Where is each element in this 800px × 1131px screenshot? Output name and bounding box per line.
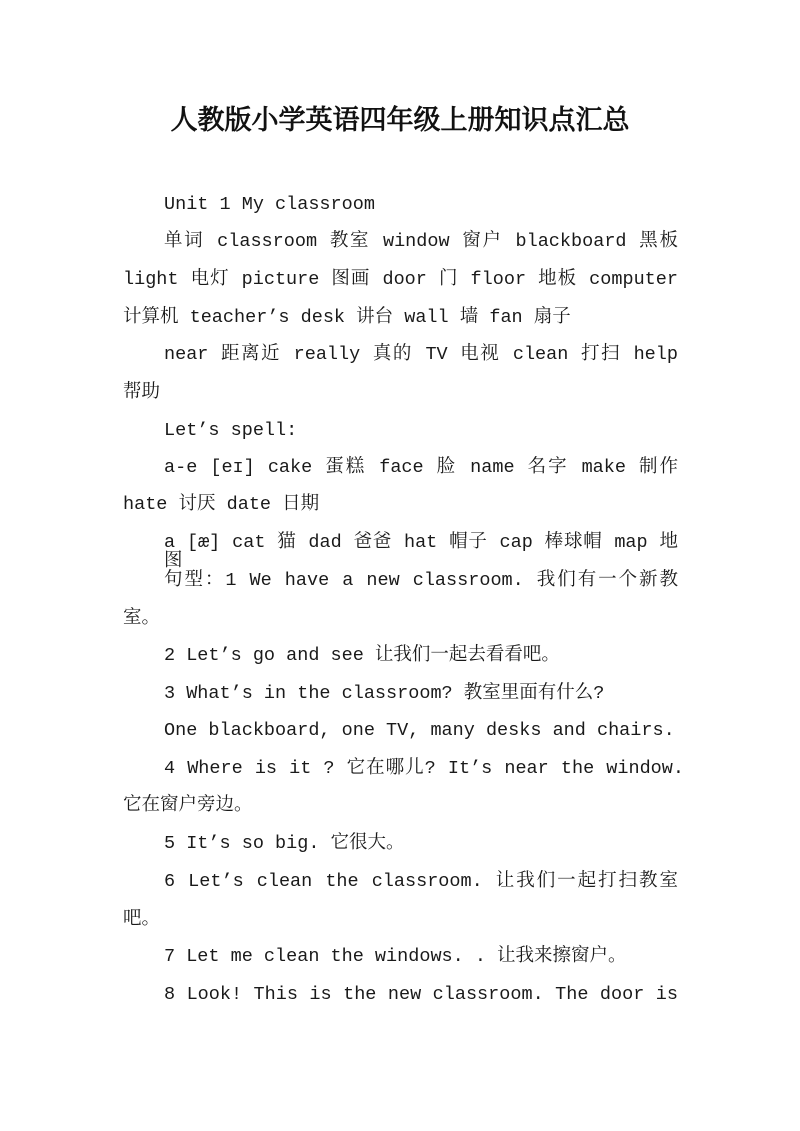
sentence-line: One blackboard, one TV, many desks and chairs. (164, 720, 675, 741)
sentence-line: 5 It’s so big. 它很大。 (164, 833, 405, 854)
vocab-line: light 电灯 picture 图画 door 门 floor 地板 computer (123, 269, 678, 290)
sentence-line: 2 Let’s go and see 让我们一起去看看吧。 (164, 645, 560, 666)
sentence-line: 7 Let me clean the windows. . 让我来擦窗户。 (164, 946, 627, 967)
vocab-line: near 距离近 really 真的 TV 电视 clean 打扫 help (164, 344, 678, 365)
sentence-line: 8 Look! This is the new classroom. The door is (164, 984, 678, 1005)
sentence-line: 室。 (123, 608, 161, 629)
unit-heading: Unit 1 My classroom (164, 194, 375, 215)
spell-line: a [æ] cat 猫 dad 爸爸 hat 帽子 cap 棒球帽 map 地图 (164, 532, 678, 572)
vocab-line: 单词 classroom 教室 window 窗户 blackboard 黑板 (164, 231, 678, 252)
spell-line: hate 讨厌 date 日期 (123, 494, 320, 515)
spell-line: a-e [eɪ] cake 蛋糕 face 脸 name 名字 make 制作 (164, 457, 678, 478)
section-heading: Let’s spell: (164, 420, 298, 441)
vocab-line: 计算机 teacher’s desk 讲台 wall 墙 fan 扇子 (123, 307, 571, 328)
sentence-line: 它在窗户旁边。 (123, 795, 253, 816)
document-title: 人教版小学英语四年级上册知识点汇总 (170, 105, 630, 136)
sentence-line: 句型：1 We have a new classroom. 我们有一个新教 (164, 570, 678, 591)
sentence-line: 3 What’s in the classroom? 教室里面有什么? (164, 683, 605, 704)
sentence-line: 吧。 (123, 909, 161, 930)
sentence-line: 4 Where is it ? 它在哪儿? It’s near the window. (164, 758, 684, 779)
vocab-line: 帮助 (123, 382, 161, 403)
sentence-line: 6 Let’s clean the classroom. 让我们一起打扫教室 (164, 871, 678, 892)
